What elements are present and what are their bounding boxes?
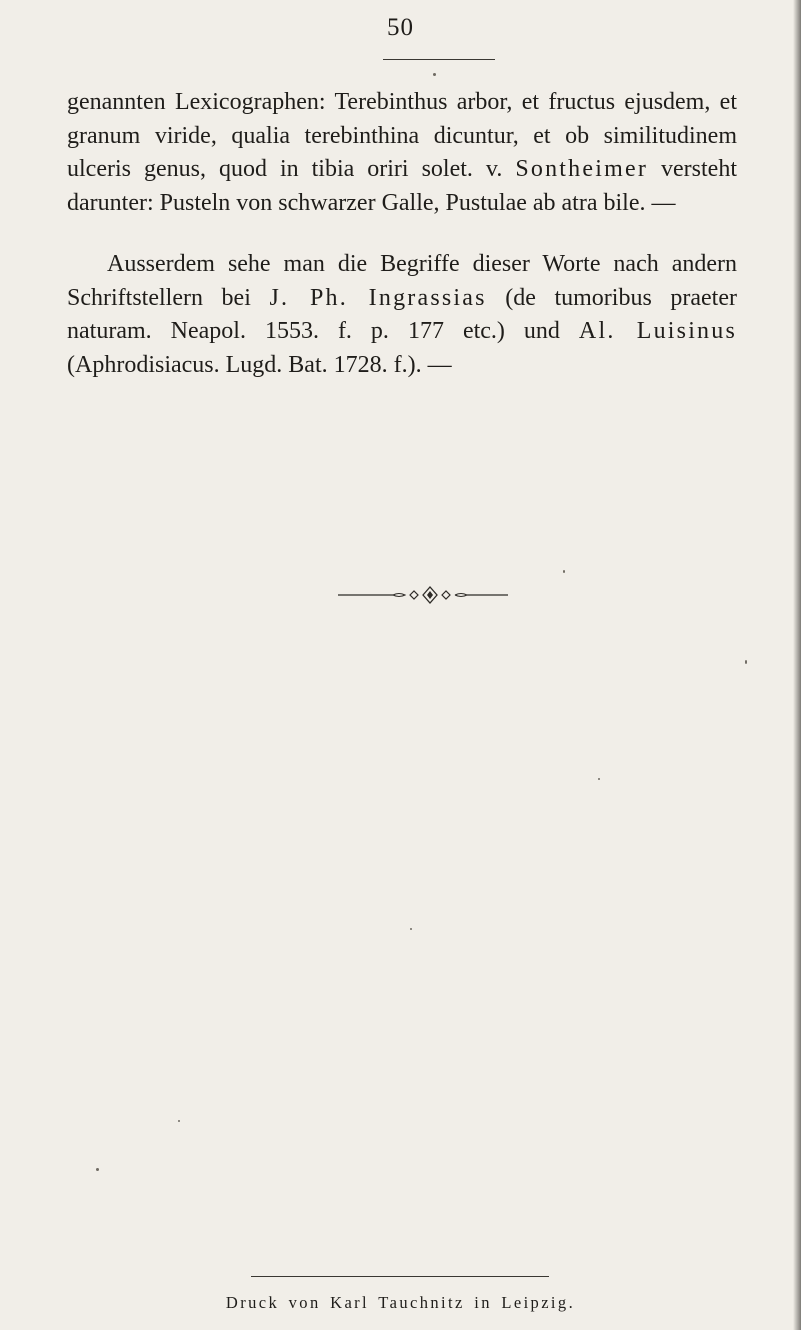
page-number: 50 xyxy=(387,14,414,41)
paper-speck xyxy=(598,778,600,780)
footer-rule xyxy=(251,1276,549,1277)
paper-speck xyxy=(745,660,747,664)
paper-speck xyxy=(563,570,565,573)
spaced-name: Al. Luisinus xyxy=(578,318,737,344)
text-run: Ausserdem sehe man die Begriffe dieser Worte nach andern Schriftstellern bei xyxy=(67,251,737,311)
printer-imprint: Druck von Karl Tauchnitz in Leipzig. xyxy=(225,1293,576,1312)
spaced-name: J. Ph. Ingrassias xyxy=(269,284,487,311)
paragraph-2 xyxy=(67,248,737,382)
spaced-name: Sontheimer xyxy=(515,156,649,182)
text-run: (de tumoribus praeter naturam. Neapol. 1553. f. p. 177 etc.) und xyxy=(67,284,737,344)
paper-speck xyxy=(96,1168,99,1171)
ornament-divider-icon xyxy=(338,584,508,606)
text-run: (Aphrodisiacus. Lugd. Bat. 1728. f.). — xyxy=(67,351,452,378)
text-run: genannten Lexicographen: Terebinthus arbor, et fructus ejusdem, et granum viride, qualia terebinthina dicuntur, et ob similitudinem ulceris genus, quod in tibia oriri solet. v. xyxy=(67,89,737,182)
page-edge-shadow xyxy=(793,0,801,1330)
paper-speck xyxy=(178,1120,180,1122)
body-text xyxy=(67,86,737,382)
header-rule xyxy=(383,59,495,60)
text-run: versteht darunter: Pusteln von schwarzer Galle, Pustulae ab atra bile. — xyxy=(67,156,737,216)
paper-speck xyxy=(433,73,436,76)
paper-speck xyxy=(410,928,412,930)
paragraph-1 xyxy=(67,86,737,220)
